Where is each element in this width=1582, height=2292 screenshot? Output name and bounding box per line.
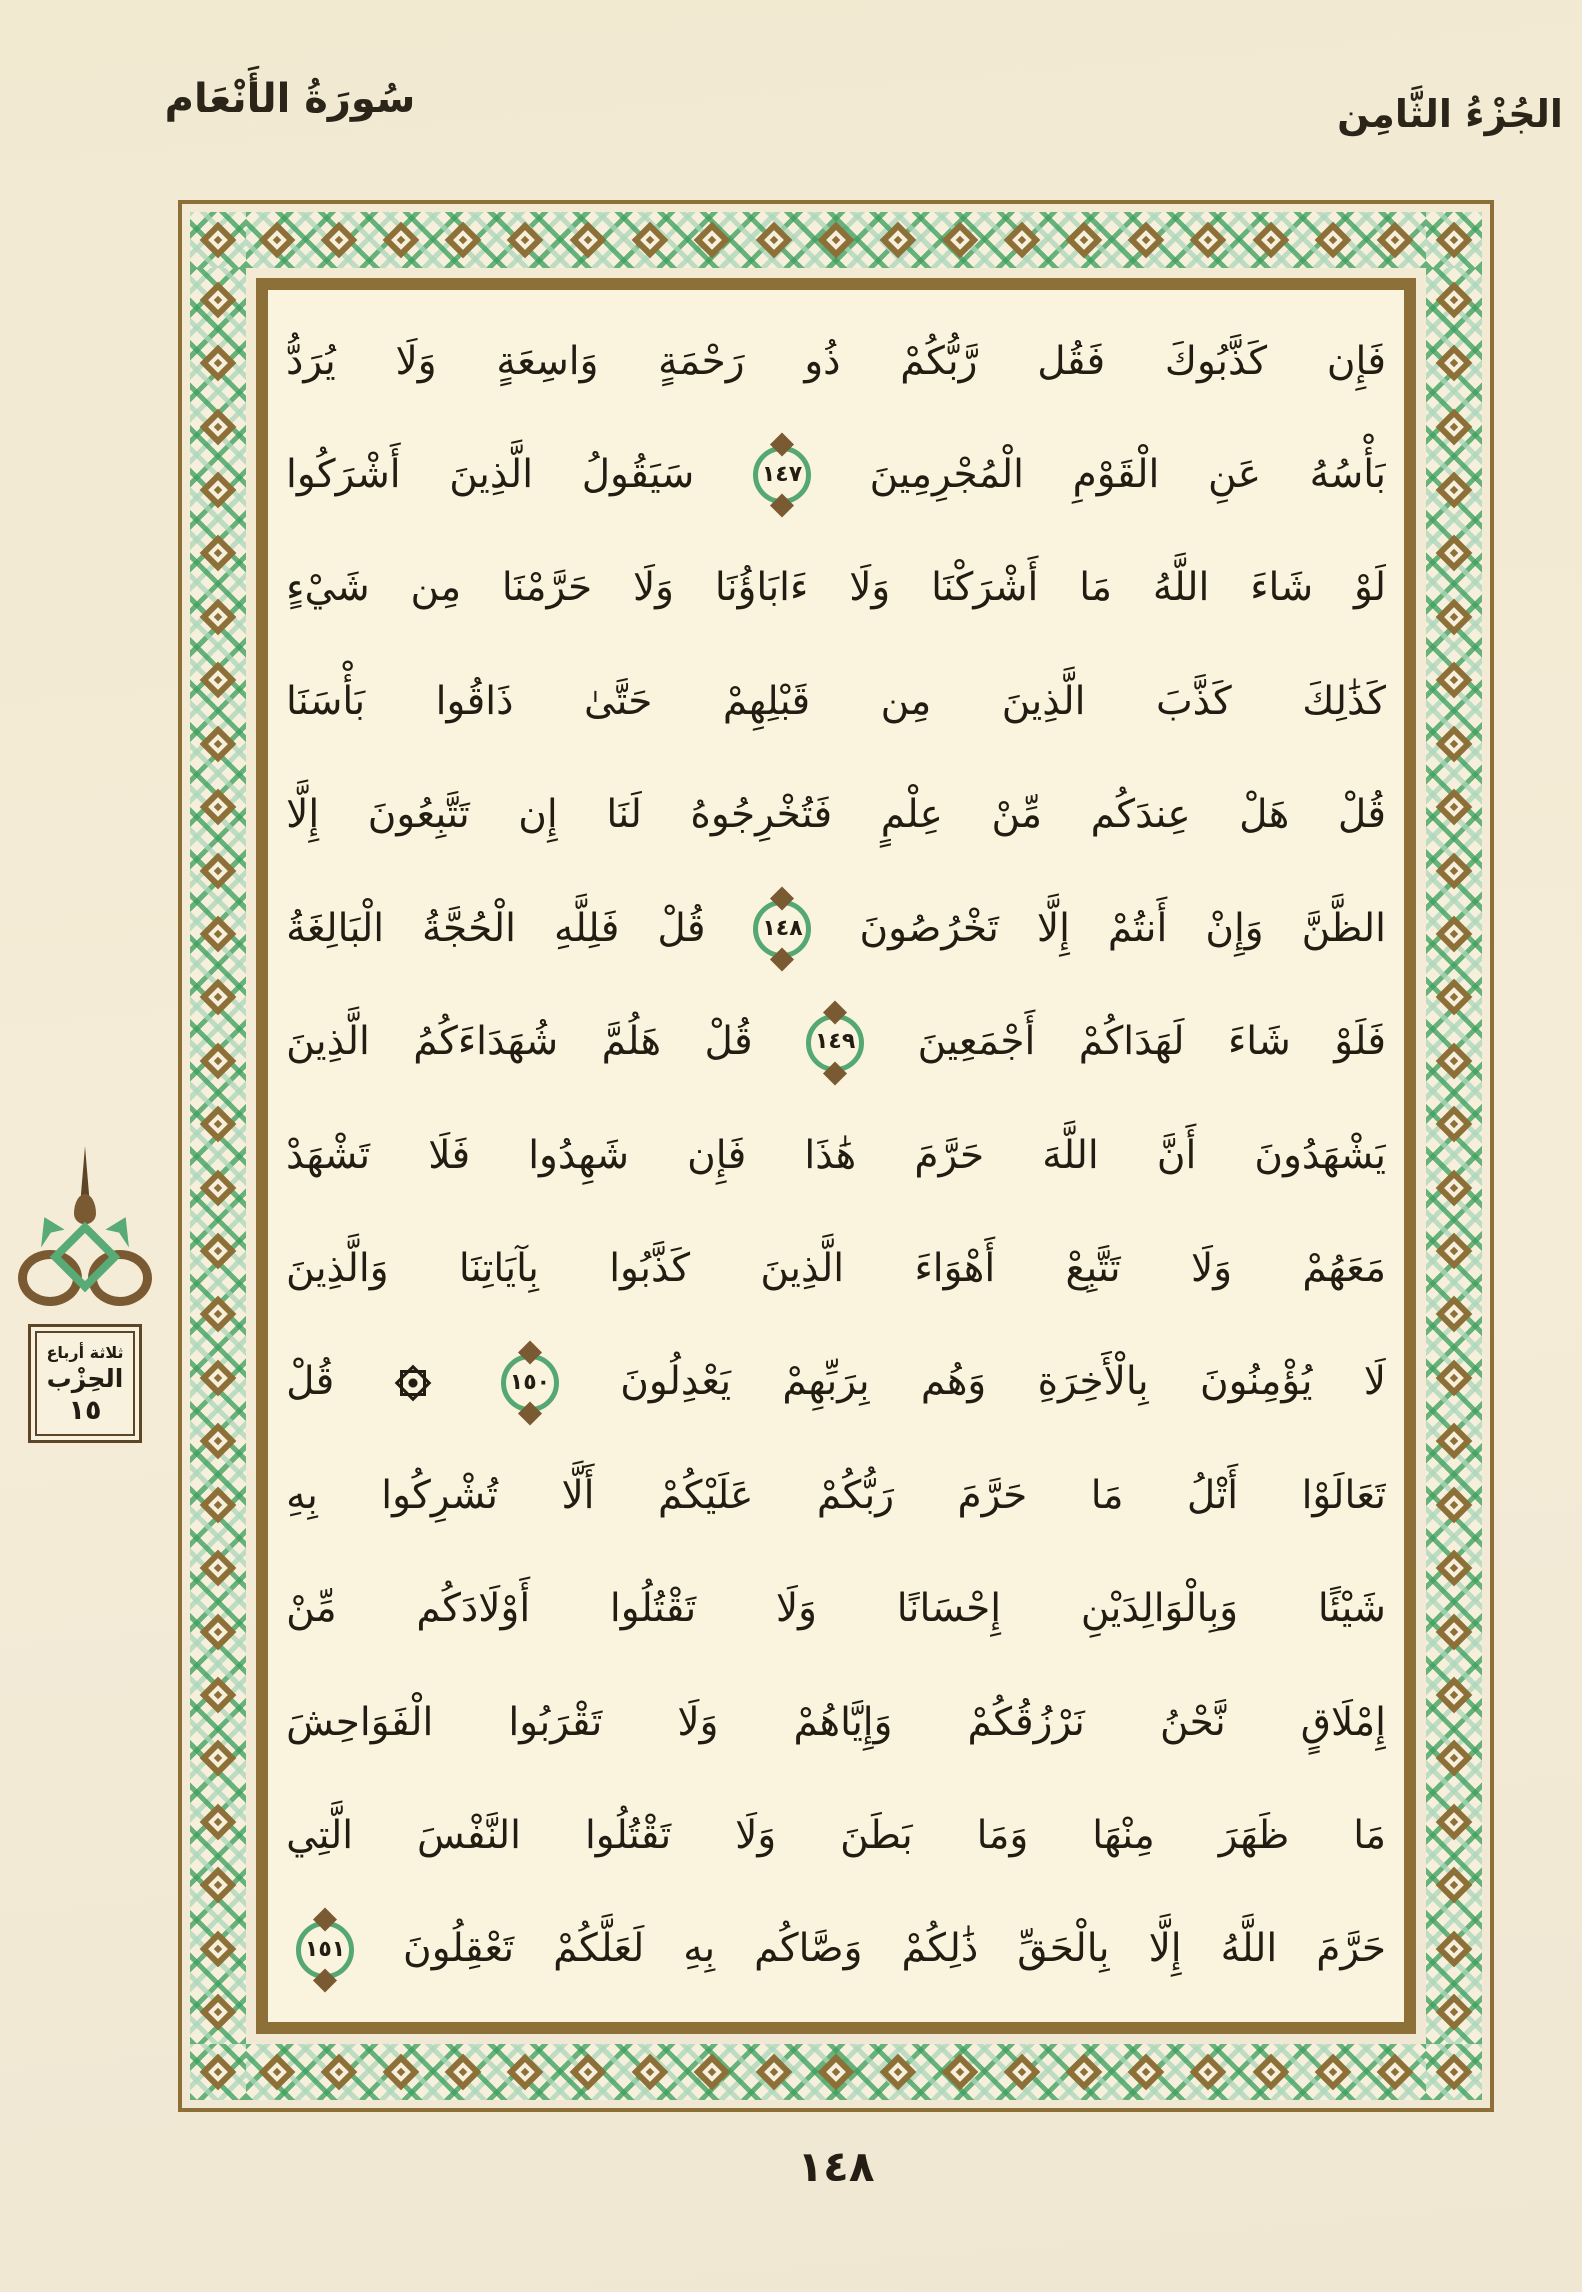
border-diamond-ornament bbox=[200, 408, 237, 445]
quran-text-area bbox=[286, 310, 1386, 2002]
quran-word: الَّذِينَ bbox=[286, 1019, 370, 1065]
border-diamond-ornament bbox=[200, 1994, 237, 2031]
border-diamond-ornament bbox=[200, 1613, 237, 1650]
quran-word: يَشْهَدُونَ bbox=[1254, 1132, 1386, 1178]
quran-word: إِلَّا bbox=[1148, 1926, 1182, 1972]
border-diamond-ornament bbox=[1436, 1296, 1473, 1333]
border-diamond-ornament bbox=[880, 2054, 917, 2091]
quran-word: وَالَّذِينَ bbox=[286, 1245, 389, 1291]
border-diamond-ornament bbox=[942, 2054, 979, 2091]
quran-word: الْحُجَّةُ bbox=[422, 905, 517, 951]
quran-word: الْقَوْمِ bbox=[1072, 451, 1160, 497]
mushaf-line bbox=[286, 1444, 1386, 1548]
border-diamond-ornament bbox=[1436, 345, 1473, 382]
quran-word: مِّنْ bbox=[286, 1586, 337, 1632]
quran-word: هَلْ bbox=[1239, 792, 1290, 838]
quran-text-box bbox=[256, 278, 1416, 2034]
mushaf-line bbox=[286, 877, 1386, 981]
mushaf-line bbox=[286, 1331, 1386, 1435]
quran-word: كَذَّبَ bbox=[1155, 678, 1232, 724]
quran-word: لَنَا bbox=[606, 792, 642, 838]
quran-word: وَإِيَّاهُمْ bbox=[793, 1699, 893, 1745]
border-diamond-ornament bbox=[1314, 222, 1351, 259]
mushaf-line bbox=[286, 1217, 1386, 1321]
border-diamond-ornament bbox=[693, 2054, 730, 2091]
quran-word: اللَّهُ bbox=[1152, 565, 1210, 611]
mushaf-line bbox=[286, 1671, 1386, 1775]
border-diamond-ornament bbox=[1436, 1930, 1473, 1967]
quran-word: سَيَقُولُ bbox=[581, 451, 695, 497]
hizb-marker-box bbox=[28, 1324, 142, 1443]
quran-word: قُلْ bbox=[286, 1359, 335, 1405]
quran-word: تَقْرَبُوا bbox=[508, 1699, 603, 1745]
quran-word: فَإِن bbox=[687, 1132, 747, 1178]
quran-word: قُلْ bbox=[657, 905, 706, 951]
border-diamond-ornament bbox=[1190, 222, 1227, 259]
quran-word: شَيْءٍ bbox=[286, 565, 370, 611]
frame-grid bbox=[190, 212, 1482, 2100]
frame-center-cell bbox=[246, 268, 1426, 2044]
quran-word: أَشْرَكُوا bbox=[286, 451, 401, 497]
border-diamond-ornament bbox=[200, 1359, 237, 1396]
quran-word: بَأْسَنَا bbox=[286, 678, 366, 724]
quran-word: وَمَا bbox=[976, 1813, 1029, 1859]
quran-word: تَقْتُلُوا bbox=[584, 1813, 672, 1859]
border-diamond-ornament bbox=[1436, 852, 1473, 889]
quran-word: ذُو bbox=[804, 338, 841, 384]
ayah-number-marker: ١٥٠ bbox=[501, 1354, 559, 1412]
quran-word: أَوْلَادَكُم bbox=[416, 1586, 531, 1632]
border-diamond-ornament bbox=[818, 222, 855, 259]
quran-word: إِمْلَاقٍ bbox=[1300, 1699, 1386, 1745]
border-diamond-ornament bbox=[1004, 2054, 1041, 2091]
quran-word: وَلَا bbox=[1190, 1245, 1233, 1291]
quran-word: الظَّنَّ bbox=[1301, 905, 1386, 951]
quran-word: شَاءَ bbox=[1227, 1019, 1291, 1065]
quran-word: ذَاقُوا bbox=[435, 678, 514, 724]
quran-word: بَأْسُهُ bbox=[1309, 451, 1386, 497]
mushaf-line bbox=[286, 1558, 1386, 1662]
quran-word: يُؤْمِنُونَ bbox=[1199, 1359, 1313, 1405]
quran-word: أَتْلُ bbox=[1186, 1472, 1239, 1518]
quran-word: الْبَالِغَةُ bbox=[286, 905, 385, 951]
quran-word: بِآيَاتِنَا bbox=[458, 1245, 539, 1291]
border-diamond-ornament bbox=[1436, 916, 1473, 953]
border-diamond-ornament bbox=[1436, 662, 1473, 699]
quran-word: نَرْزُقُكُمْ bbox=[967, 1699, 1085, 1745]
quran-word: بِالْأَخِرَةِ bbox=[1037, 1359, 1149, 1405]
quran-word: تَتَّبِعْ bbox=[1065, 1245, 1121, 1291]
mushaf-line bbox=[286, 423, 1386, 527]
border-right-strip bbox=[1426, 268, 1482, 2044]
border-diamond-ornament bbox=[200, 1233, 237, 1270]
border-diamond-ornament bbox=[569, 222, 606, 259]
quran-word: شُهَدَاءَكُمُ bbox=[413, 1019, 559, 1065]
quran-word: الَّذِينَ bbox=[1001, 678, 1086, 724]
quran-word: هَٰذَا bbox=[804, 1132, 857, 1178]
quran-word: مِّنْ bbox=[991, 792, 1043, 838]
border-corner-top-right bbox=[1426, 212, 1482, 268]
quran-word: أَهْوَاءَ bbox=[914, 1245, 996, 1291]
border-diamond-ornament bbox=[1252, 2054, 1289, 2091]
quran-word: تُشْرِكُوا bbox=[381, 1472, 498, 1518]
border-diamond-ornament bbox=[1004, 222, 1041, 259]
border-diamond-ornament bbox=[200, 222, 237, 259]
quran-word: حَرَّمَ bbox=[1316, 1926, 1386, 1972]
quran-word: يَعْدِلُونَ bbox=[620, 1359, 732, 1405]
border-diamond-ornament bbox=[818, 2054, 855, 2091]
hizb-marker-ornament bbox=[10, 1146, 160, 1443]
border-diamond-ornament bbox=[200, 1106, 237, 1143]
knot-teardrop bbox=[74, 1194, 96, 1224]
quran-word: أَلَّا bbox=[561, 1472, 595, 1518]
border-diamond-ornament bbox=[200, 1677, 237, 1714]
border-diamond-ornament bbox=[1436, 725, 1473, 762]
border-diamond-ornament bbox=[631, 222, 668, 259]
quran-word: أَجْمَعِينَ bbox=[917, 1019, 1036, 1065]
border-diamond-ornament bbox=[200, 1740, 237, 1777]
border-diamond-ornament bbox=[1128, 2054, 1165, 2091]
border-diamond-ornament bbox=[1436, 1106, 1473, 1143]
quran-word: تَقْتُلُوا bbox=[609, 1586, 697, 1632]
quran-word: أَشْرَكْنَا bbox=[931, 565, 1039, 611]
border-diamond-ornament bbox=[200, 662, 237, 699]
border-diamond-ornament bbox=[631, 2054, 668, 2091]
border-corner-bottom-left bbox=[190, 2044, 246, 2100]
quran-word: وَلَا bbox=[632, 565, 675, 611]
quran-word: لَهَدَاكُمْ bbox=[1078, 1019, 1185, 1065]
mushaf-line bbox=[286, 1898, 1386, 2002]
quran-word: قُلْ bbox=[704, 1019, 753, 1065]
mushaf-line bbox=[286, 991, 1386, 1095]
quran-word: ظَهَرَ bbox=[1218, 1813, 1290, 1859]
border-top-strip bbox=[246, 212, 1426, 268]
border-diamond-ornament bbox=[1436, 535, 1473, 572]
mushaf-line bbox=[286, 764, 1386, 868]
mushaf-line bbox=[286, 650, 1386, 754]
quran-word: ءَابَاؤُنَا bbox=[714, 565, 809, 611]
quran-word: كَذَّبُوكَ bbox=[1164, 338, 1268, 384]
border-diamond-ornament bbox=[383, 2054, 420, 2091]
quran-word: بِهِ bbox=[286, 1472, 318, 1518]
quran-word: تَعَالَوْا bbox=[1301, 1472, 1386, 1518]
quran-word: وَلَا bbox=[735, 1813, 777, 1859]
quran-word: شَاءَ bbox=[1250, 565, 1314, 611]
border-diamond-ornament bbox=[1436, 1613, 1473, 1650]
quran-word: فَلَا bbox=[428, 1132, 471, 1178]
border-diamond-ornament bbox=[1436, 1803, 1473, 1840]
mushaf-line bbox=[286, 537, 1386, 641]
border-diamond-ornament bbox=[200, 345, 237, 382]
border-diamond-ornament bbox=[200, 1423, 237, 1460]
quran-word: لَعَلَّكُمْ bbox=[553, 1926, 645, 1972]
quran-word: قَبْلِهِمْ bbox=[722, 678, 811, 724]
border-diamond-ornament bbox=[259, 2054, 296, 2091]
rub-el-hizb-icon bbox=[394, 1364, 432, 1402]
quran-word: إِن bbox=[518, 792, 558, 838]
quran-word: شَهِدُوا bbox=[528, 1132, 629, 1178]
border-diamond-ornament bbox=[1376, 2054, 1413, 2091]
border-diamond-ornament bbox=[200, 472, 237, 509]
decorative-frame bbox=[178, 200, 1494, 2112]
border-diamond-ornament bbox=[1436, 979, 1473, 1016]
quran-word: يُرَدُّ bbox=[286, 338, 336, 384]
hizb-fraction-label: ثلاثة أرباع bbox=[46, 1343, 124, 1362]
quran-word: تَخْرُصُونَ bbox=[859, 905, 999, 951]
quran-word: عَلَيْكُمْ bbox=[657, 1472, 754, 1518]
border-diamond-ornament bbox=[569, 2054, 606, 2091]
border-diamond-ornament bbox=[1436, 1423, 1473, 1460]
border-diamond-ornament bbox=[1436, 1486, 1473, 1523]
quran-word: عِلْمٍ bbox=[880, 792, 943, 838]
border-diamond-ornament bbox=[200, 2054, 237, 2091]
border-diamond-ornament bbox=[200, 1169, 237, 1206]
quran-word: حَرَّمْنَا bbox=[501, 565, 593, 611]
border-diamond-ornament bbox=[200, 1296, 237, 1333]
border-diamond-ornament bbox=[693, 222, 730, 259]
quran-word: فَلِلَّهِ bbox=[553, 905, 620, 951]
quran-word: اللَّهَ bbox=[1042, 1132, 1099, 1178]
border-diamond-ornament bbox=[200, 1930, 237, 1967]
border-diamond-ornament bbox=[1436, 1233, 1473, 1270]
quran-word: وَلَا bbox=[849, 565, 891, 611]
quran-word: أَنتُمْ bbox=[1107, 905, 1168, 951]
border-diamond-ornament bbox=[1066, 222, 1103, 259]
border-corner-top-left bbox=[190, 212, 246, 268]
quran-word: رَحْمَةٍ bbox=[658, 338, 745, 384]
border-diamond-ornament bbox=[1436, 408, 1473, 445]
quran-word: الْمُجْرِمِينَ bbox=[869, 451, 1024, 497]
quran-word: بَطَنَ bbox=[840, 1813, 913, 1859]
border-diamond-ornament bbox=[1436, 222, 1473, 259]
quran-word: وَلَا bbox=[775, 1586, 817, 1632]
ornament-spike-icon bbox=[81, 1146, 90, 1200]
border-diamond-ornament bbox=[200, 598, 237, 635]
quran-word: إِحْسَانًا bbox=[896, 1586, 1002, 1632]
border-diamond-ornament bbox=[1436, 281, 1473, 318]
surah-title-header: سُورَةُ الأَنْعَام bbox=[164, 76, 416, 122]
border-diamond-ornament bbox=[200, 281, 237, 318]
border-diamond-ornament bbox=[1436, 598, 1473, 635]
quran-word: الَّذِينَ bbox=[449, 451, 534, 497]
quran-word: لَا bbox=[1363, 1359, 1386, 1405]
quran-word: ذَٰلِكُمْ bbox=[901, 1926, 979, 1972]
quran-word: بِرَبِّهِمْ bbox=[782, 1359, 870, 1405]
hizb-number: ١٥ bbox=[68, 1395, 102, 1426]
border-diamond-ornament bbox=[1128, 222, 1165, 259]
quran-word: وَإِنْ bbox=[1205, 905, 1264, 951]
border-diamond-ornament bbox=[1252, 222, 1289, 259]
border-diamond-ornament bbox=[1436, 1740, 1473, 1777]
quran-word: تَشْهَدْ bbox=[286, 1132, 371, 1178]
hizb-marker-box-inner bbox=[35, 1331, 135, 1436]
border-bottom-strip bbox=[246, 2044, 1426, 2100]
quran-word: أَنَّ bbox=[1156, 1132, 1197, 1178]
quran-word: إِلَّا bbox=[1036, 905, 1070, 951]
ornament-knot-icon bbox=[10, 1198, 160, 1314]
quran-word: نَّحْنُ bbox=[1159, 1699, 1226, 1745]
border-diamond-ornament bbox=[880, 222, 917, 259]
quran-word: مَا bbox=[1353, 1813, 1386, 1859]
mushaf-line bbox=[286, 1104, 1386, 1208]
border-diamond-ornament bbox=[507, 222, 544, 259]
quran-word: وَبِالْوَالِدَيْنِ bbox=[1080, 1586, 1239, 1632]
border-diamond-ornament bbox=[200, 1867, 237, 1904]
border-diamond-ornament bbox=[321, 2054, 358, 2091]
ayah-number-marker: ١٤٧ bbox=[753, 446, 811, 504]
border-diamond-ornament bbox=[200, 789, 237, 826]
quran-word: وَلَا bbox=[395, 338, 437, 384]
ayah-number-marker: ١٤٨ bbox=[753, 900, 811, 958]
quran-word: مِنْهَا bbox=[1092, 1813, 1155, 1859]
border-left-strip bbox=[190, 268, 246, 2044]
border-diamond-ornament bbox=[1436, 1042, 1473, 1079]
quran-word: مِن bbox=[880, 678, 932, 724]
quran-word: هَلُمَّ bbox=[601, 1019, 662, 1065]
border-diamond-ornament bbox=[1436, 1359, 1473, 1396]
knot-leaf-right bbox=[102, 1212, 137, 1247]
mushaf-line bbox=[286, 1784, 1386, 1888]
border-diamond-ornament bbox=[200, 979, 237, 1016]
border-diamond-ornament bbox=[445, 222, 482, 259]
border-diamond-ornament bbox=[200, 1042, 237, 1079]
quran-word: إِلَّا bbox=[286, 792, 320, 838]
border-diamond-ornament bbox=[1436, 789, 1473, 826]
quran-word: مَا bbox=[1090, 1472, 1124, 1518]
quran-word: فَلَوْ bbox=[1334, 1019, 1386, 1065]
page-number: ١٤٨ bbox=[797, 2142, 875, 2191]
border-corner-bottom-right bbox=[1426, 2044, 1482, 2100]
quran-word: الَّتِي bbox=[286, 1813, 354, 1859]
quran-word: فَقُل bbox=[1037, 338, 1106, 384]
border-diamond-ornament bbox=[1436, 1867, 1473, 1904]
mushaf-line bbox=[286, 310, 1386, 414]
quran-word: وَلَا bbox=[677, 1699, 719, 1745]
border-diamond-ornament bbox=[200, 535, 237, 572]
juz-title-header: الجُزْءُ الثَّامِن bbox=[1337, 92, 1563, 136]
quran-word: لَوْ bbox=[1353, 565, 1386, 611]
quran-word: فَتُخْرِجُوهُ bbox=[690, 792, 833, 838]
quran-word: الَّذِينَ bbox=[760, 1245, 845, 1291]
quran-word: وَهُم bbox=[920, 1359, 987, 1405]
border-diamond-ornament bbox=[1066, 2054, 1103, 2091]
border-diamond-ornament bbox=[1436, 1169, 1473, 1206]
border-diamond-ornament bbox=[200, 1486, 237, 1523]
quran-word: عَنِ bbox=[1208, 451, 1262, 497]
border-diamond-ornament bbox=[200, 916, 237, 953]
border-diamond-ornament bbox=[200, 1550, 237, 1587]
quran-word: حَرَّمَ bbox=[957, 1472, 1028, 1518]
quran-word: قُلْ bbox=[1337, 792, 1386, 838]
quran-word: كَذَّبُوا bbox=[609, 1245, 691, 1291]
quran-word: تَعْقِلُونَ bbox=[403, 1926, 515, 1972]
border-diamond-ornament bbox=[383, 222, 420, 259]
quran-word: مِن bbox=[410, 565, 462, 611]
border-diamond-ornament bbox=[445, 2054, 482, 2091]
border-diamond-ornament bbox=[1436, 2054, 1473, 2091]
quran-word: رَبُّكُمْ bbox=[816, 1472, 895, 1518]
quran-word: الْفَوَاحِشَ bbox=[286, 1699, 434, 1745]
quran-word: وَاسِعَةٍ bbox=[496, 338, 599, 384]
border-diamond-ornament bbox=[1436, 1550, 1473, 1587]
border-diamond-ornament bbox=[1190, 2054, 1227, 2091]
quran-word: بِهِ bbox=[683, 1926, 716, 1972]
border-diamond-ornament bbox=[1376, 222, 1413, 259]
ayah-number-marker: ١٥١ bbox=[296, 1921, 354, 1979]
border-diamond-ornament bbox=[755, 2054, 792, 2091]
quran-word: رَّبُّكُمْ bbox=[900, 338, 978, 384]
border-diamond-ornament bbox=[942, 222, 979, 259]
ayah-number-marker: ١٤٩ bbox=[806, 1014, 864, 1072]
quran-word: فَإِن bbox=[1326, 338, 1386, 384]
quran-word: مَعَهُمْ bbox=[1302, 1245, 1386, 1291]
quran-word: النَّفْسَ bbox=[417, 1813, 521, 1859]
hizb-label: الحِزْب bbox=[46, 1364, 124, 1393]
border-diamond-ornament bbox=[1436, 1994, 1473, 2031]
border-diamond-ornament bbox=[259, 222, 296, 259]
quran-word: بِالْحَقِّ bbox=[1017, 1926, 1110, 1972]
quran-word: حَتَّىٰ bbox=[583, 678, 653, 724]
quran-word: حَرَّمَ bbox=[914, 1132, 985, 1178]
quran-word: وَصَّاكُم bbox=[754, 1926, 863, 1972]
quran-word: اللَّهُ bbox=[1220, 1926, 1278, 1972]
quran-word: عِندَكُم bbox=[1090, 792, 1191, 838]
border-diamond-ornament bbox=[200, 725, 237, 762]
border-diamond-ornament bbox=[200, 1803, 237, 1840]
quran-word: شَيْئًا bbox=[1317, 1586, 1386, 1632]
quran-word: مَا bbox=[1079, 565, 1112, 611]
border-diamond-ornament bbox=[1436, 1677, 1473, 1714]
quran-word: تَتَّبِعُونَ bbox=[367, 792, 470, 838]
border-diamond-ornament bbox=[507, 2054, 544, 2091]
border-diamond-ornament bbox=[1436, 472, 1473, 509]
border-diamond-ornament bbox=[755, 222, 792, 259]
border-diamond-ornament bbox=[200, 852, 237, 889]
border-diamond-ornament bbox=[1314, 2054, 1351, 2091]
border-diamond-ornament bbox=[321, 222, 358, 259]
quran-word: كَذَٰلِكَ bbox=[1302, 678, 1386, 724]
